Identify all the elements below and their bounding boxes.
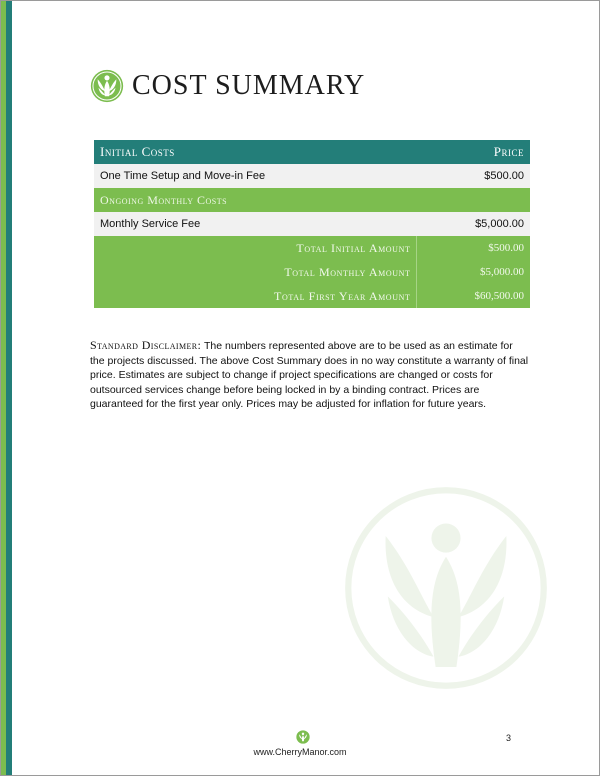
cherry-manor-logo-icon bbox=[90, 69, 124, 103]
total-initial-label: Total Initial Amount bbox=[94, 236, 417, 260]
header-price: Price bbox=[417, 140, 530, 164]
monthly-fee-label: Monthly Service Fee bbox=[94, 212, 417, 236]
total-initial-value: $500.00 bbox=[417, 236, 530, 260]
total-first-year-value: $60,500.00 bbox=[417, 284, 530, 308]
disclaimer-text: The numbers represented above are to be used as an estimate for the projects discussed. The above Cost Summary does in no way constitute a warranty of final price. Estimates are subject to change if project specifications are changed or costs for outsourced services change before being locked in by a binding contract. Prices are guaranteed for the first year only. Prices may be adjusted for inflation for future years. bbox=[90, 340, 529, 410]
table-row bbox=[94, 164, 530, 188]
disclaimer-paragraph bbox=[90, 338, 530, 412]
setup-fee-price: $500.00 bbox=[417, 164, 530, 188]
total-row-initial bbox=[94, 236, 530, 260]
table-row bbox=[94, 212, 530, 236]
disclaimer-heading: Standard Disclaimer: bbox=[90, 338, 202, 352]
logo-watermark-icon bbox=[342, 484, 550, 692]
page-title: COST SUMMARY bbox=[132, 70, 366, 101]
left-accent-bar-teal bbox=[6, 1, 12, 775]
section-row-ongoing bbox=[94, 188, 530, 212]
total-row-first-year bbox=[94, 284, 530, 308]
page-number: 3 bbox=[506, 733, 512, 743]
cost-summary-table bbox=[94, 140, 530, 308]
header-initial-costs: Initial Costs bbox=[94, 140, 417, 164]
total-row-monthly bbox=[94, 260, 530, 284]
footer-url: www.CherryManor.com bbox=[253, 747, 347, 757]
total-monthly-value: $5,000.00 bbox=[417, 260, 530, 284]
setup-fee-label: One Time Setup and Move-in Fee bbox=[94, 164, 417, 188]
footer-logo-icon bbox=[296, 730, 310, 744]
total-monthly-label: Total Monthly Amount bbox=[94, 260, 417, 284]
total-first-year-label: Total First Year Amount bbox=[94, 284, 417, 308]
page-header bbox=[90, 68, 365, 104]
table-header-row bbox=[94, 140, 530, 164]
section-ongoing-label: Ongoing Monthly Costs bbox=[94, 188, 530, 212]
monthly-fee-price: $5,000.00 bbox=[417, 212, 530, 236]
